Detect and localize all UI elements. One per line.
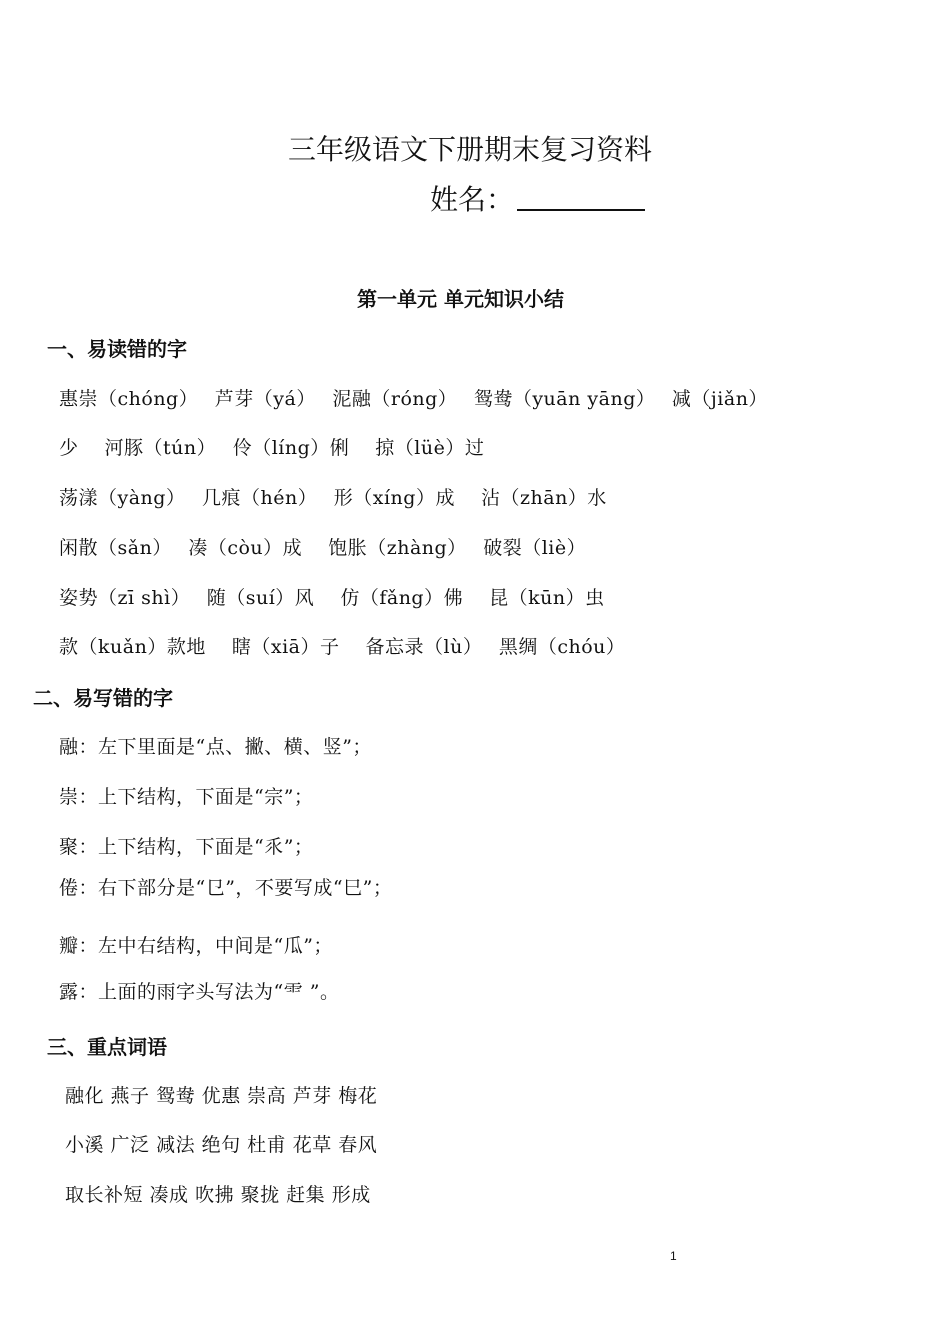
misread-line: 荡漾（yàng） 几痕（hén） 形（xíng）成 沾（zhān）水 xyxy=(59,487,607,509)
miswritten-line: 融：左下里面是“点、撇、横、竖”； xyxy=(59,736,372,758)
key-words-line: 小溪 广泛 减法 绝句 杜甫 花草 春风 xyxy=(65,1134,378,1156)
key-words-line: 融化 燕子 鸳鸯 优惠 崇高 芦芽 梅花 xyxy=(65,1085,378,1107)
key-words-line: 取长补短 凑成 吹拂 聚拢 赶集 形成 xyxy=(65,1184,371,1206)
miswritten-line: 露：上面的雨字头写法为“⻗ ”。 xyxy=(59,981,340,1003)
document-title: 三年级语文下册期末复习资料 xyxy=(288,133,653,166)
section-heading-miswritten: 二、易写错的字 xyxy=(33,686,173,710)
misread-line: 款（kuǎn）款地 瞎（xiā）子 备忘录（lù） 黑绸（chóu） xyxy=(59,636,626,658)
misread-line: 姿势（zī shì） 随（suí）风 仿（fǎng）佛 昆（kūn）虫 xyxy=(59,587,605,609)
miswritten-line: 聚：上下结构，下面是“乑”； xyxy=(59,836,314,858)
miswritten-line: 倦：右下部分是“㔾”，不要写成“巳”； xyxy=(59,877,393,899)
page-number: 1 xyxy=(670,1249,677,1263)
section-heading-key-words: 三、重点词语 xyxy=(47,1035,167,1059)
miswritten-line: 瓣：左中右结构，中间是“瓜”； xyxy=(59,935,333,957)
name-label: 姓名： xyxy=(430,183,515,216)
name-blank-line xyxy=(517,209,645,211)
misread-line: 惠崇（chóng） 芦芽（yá） 泥融（róng） 鸳鸯（yuān yāng） 减（jiǎn） xyxy=(59,388,768,410)
section-heading-misread: 一、易读错的字 xyxy=(47,337,187,361)
unit-title: 第一单元 单元知识小结 xyxy=(357,287,564,311)
misread-line: 少 河豚（tún） 伶（líng）俐 掠（lüè）过 xyxy=(59,437,485,459)
miswritten-line: 崇：上下结构，下面是“宗”； xyxy=(59,786,314,808)
misread-line: 闲散（sǎn） 凑（còu）成 饱胀（zhàng） 破裂（liè） xyxy=(59,537,587,559)
